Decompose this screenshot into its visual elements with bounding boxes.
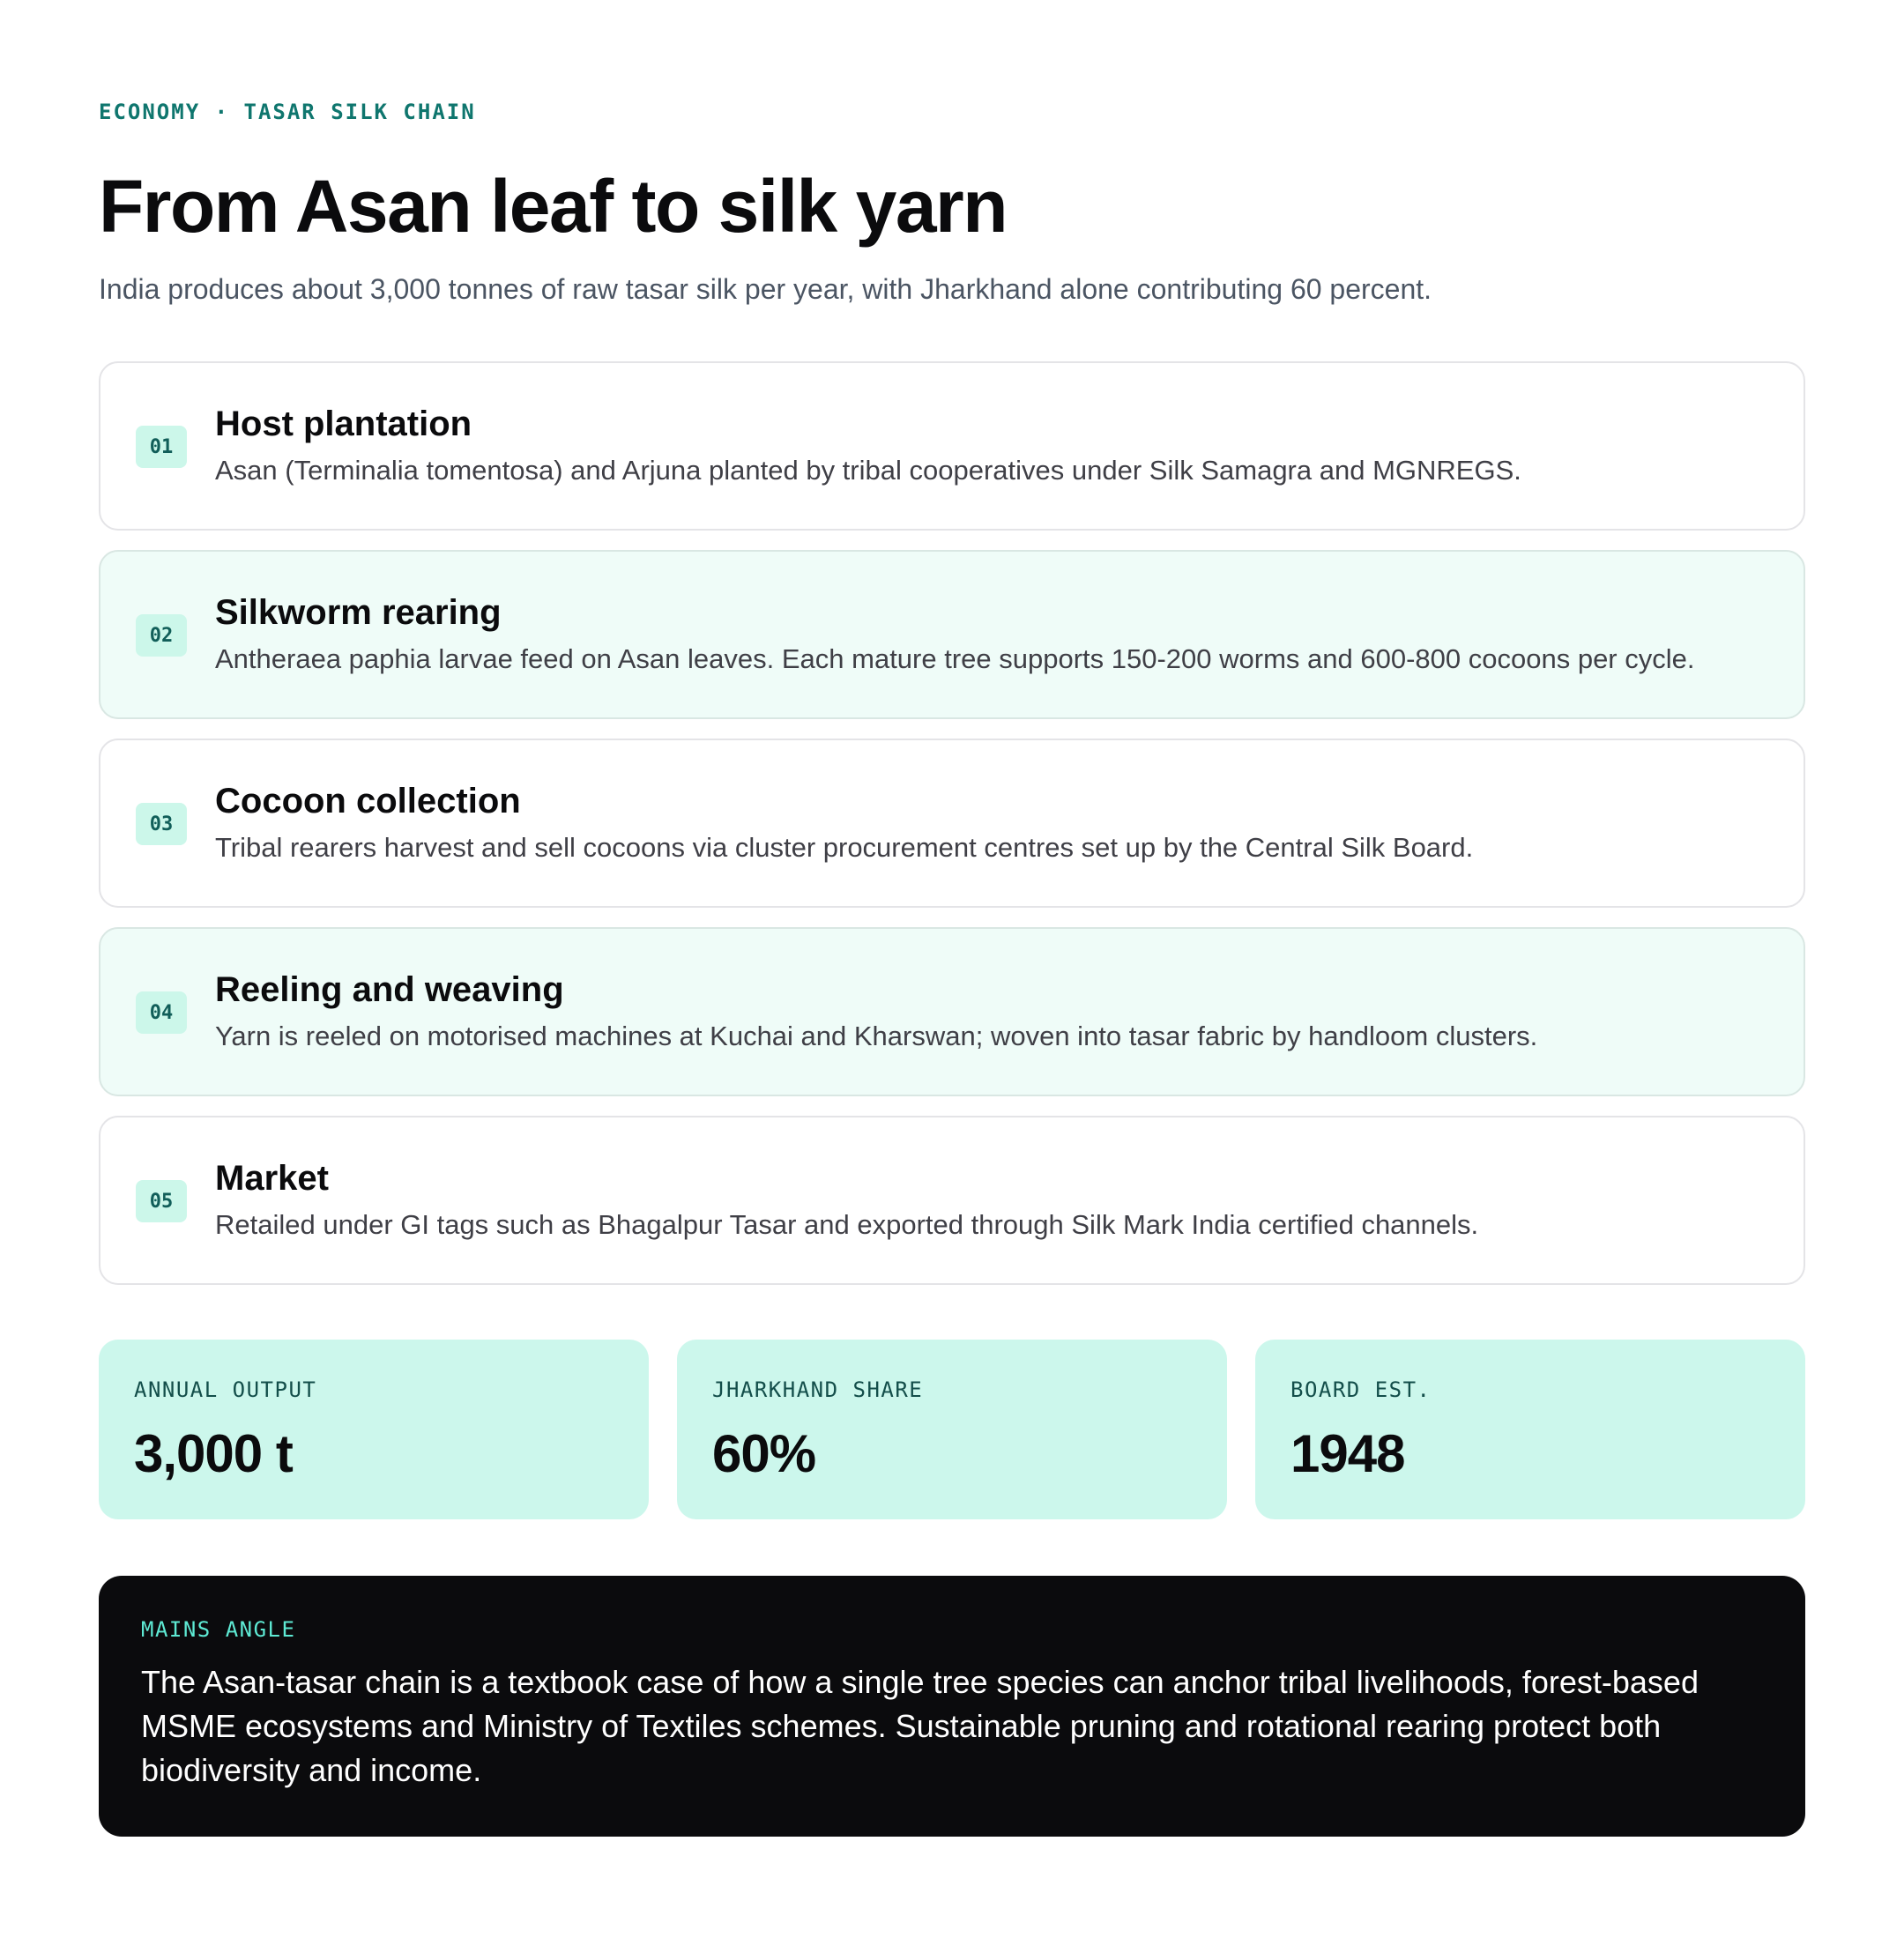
step-card-reeling-and-weaving <box>99 927 1805 1096</box>
stat-label: ANNUAL OUTPUT <box>134 1377 317 1402</box>
stat-card-jharkhand-share <box>677 1340 1227 1519</box>
stats-row <box>99 1340 1805 1519</box>
step-number-badge: 03 <box>136 803 187 845</box>
stat-card-board-established <box>1255 1340 1805 1519</box>
section-eyebrow: ECONOMY · TASAR SILK CHAIN <box>99 100 476 124</box>
step-description: Antheraea paphia larvae feed on Asan leaves. Each mature tree supports 150-200 worms and 600-800 cocoons per cycle. <box>215 643 1695 674</box>
mains-angle-panel <box>99 1576 1805 1837</box>
step-description: Retailed under GI tags such as Bhagalpur Tasar and exported through Silk Mark India certified channels. <box>215 1209 1479 1240</box>
step-number-badge: 01 <box>136 426 187 468</box>
process-steps <box>99 361 1805 1285</box>
stat-value: 1948 <box>1290 1424 1405 1483</box>
stat-value: 60% <box>712 1424 816 1483</box>
step-number-badge: 04 <box>136 991 187 1034</box>
stat-value: 3,000 t <box>134 1424 293 1483</box>
stat-label: JHARKHAND SHARE <box>712 1377 924 1402</box>
step-card-cocoon-collection <box>99 739 1805 908</box>
step-body <box>215 1156 1768 1246</box>
step-body <box>215 779 1768 869</box>
step-body <box>215 402 1768 492</box>
step-title: Reeling and weaving <box>215 970 564 1009</box>
step-card-silkworm-rearing <box>99 550 1805 719</box>
step-number-badge: 05 <box>136 1180 187 1222</box>
step-title: Market <box>215 1159 329 1198</box>
step-description: Asan (Terminalia tomentosa) and Arjuna planted by tribal cooperatives under Silk Samagra and MGNREGS. <box>215 455 1521 486</box>
page-subtitle: India produces about 3,000 tonnes of raw tasar silk per year, with Jharkhand alone contributing 60 percent. <box>99 273 1432 305</box>
stat-card-annual-output <box>99 1340 649 1519</box>
step-title: Silkworm rearing <box>215 593 502 632</box>
page-title: From Asan leaf to silk yarn <box>99 165 1008 248</box>
mains-angle-text: The Asan-tasar chain is a textbook case of how a single tree species can anchor tribal livelihoods, forest-based MSME ecosystems and Ministry of Textiles schemes. Sustainable pruning and rotational rearing protect both biodiversity and income. <box>141 1664 1699 1788</box>
step-card-market <box>99 1116 1805 1285</box>
step-description: Tribal rearers harvest and sell cocoons via cluster procurement centres set up by the Central Silk Board. <box>215 832 1474 863</box>
step-card-host-plantation <box>99 361 1805 531</box>
step-description: Yarn is reeled on motorised machines at Kuchai and Kharswan; woven into tasar fabric by handloom clusters. <box>215 1021 1538 1051</box>
stat-label: BOARD EST. <box>1290 1377 1432 1402</box>
step-title: Host plantation <box>215 405 472 443</box>
step-title: Cocoon collection <box>215 782 521 820</box>
step-number-badge: 02 <box>136 614 187 657</box>
mains-angle-label: MAINS ANGLE <box>141 1617 296 1642</box>
step-body <box>215 968 1768 1058</box>
step-body <box>215 590 1768 680</box>
